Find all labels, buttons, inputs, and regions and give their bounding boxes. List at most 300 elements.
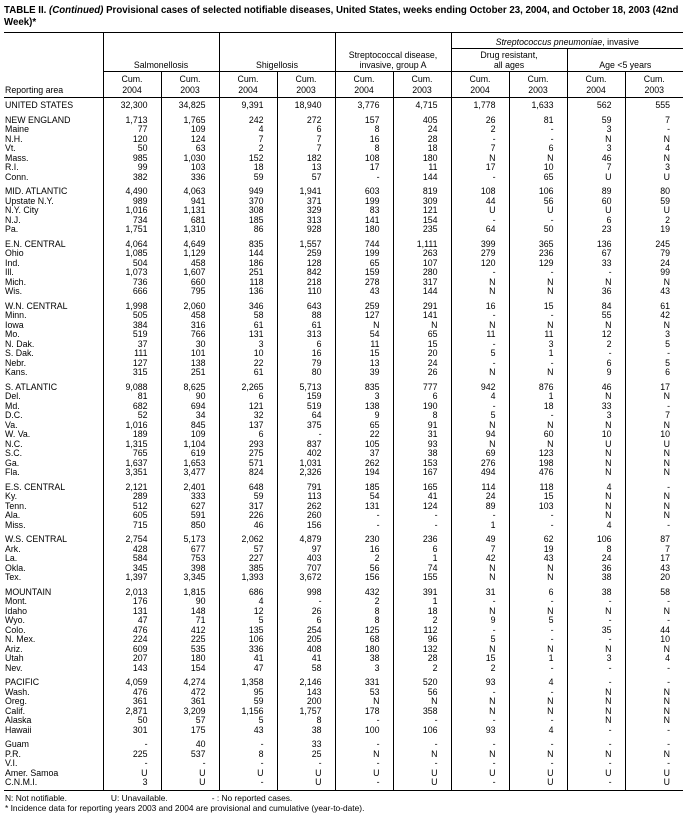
value-cell: 627 xyxy=(161,502,219,512)
value-cell: 125 xyxy=(335,626,393,636)
value-cell: 765 xyxy=(103,449,161,459)
value-cell: N xyxy=(393,697,451,707)
reporting-area-cell: Mo. xyxy=(5,329,20,340)
value-cell: 3 xyxy=(567,144,625,154)
table-row xyxy=(4,583,683,598)
value-cell: N xyxy=(509,321,567,331)
value-cell: 519 xyxy=(103,330,161,340)
table-row xyxy=(4,154,683,164)
value-cell: 93 xyxy=(393,440,451,450)
value-cell: 402 xyxy=(277,449,335,459)
value-cell: 38 xyxy=(567,583,625,598)
value-cell: 4,059 xyxy=(103,673,161,688)
table-row xyxy=(4,769,683,779)
table-body xyxy=(4,98,683,791)
header-row-cum xyxy=(4,71,683,97)
value-cell: - xyxy=(277,597,335,607)
value-cell: 520 xyxy=(393,673,451,688)
value-cell: U xyxy=(567,769,625,779)
reporting-area-cell: Tex. xyxy=(5,572,22,583)
value-cell: 1,557 xyxy=(277,235,335,250)
value-cell: N xyxy=(567,511,625,521)
column-group-salmonellosis: Salmonellosis xyxy=(103,48,219,71)
value-cell: 61 xyxy=(219,321,277,331)
value-cell: - xyxy=(509,216,567,226)
value-cell: N xyxy=(567,750,625,760)
value-cell: 106 xyxy=(509,182,567,197)
table-row xyxy=(4,716,683,726)
table-row xyxy=(4,645,683,655)
reporting-area-cell: Wyo. xyxy=(5,615,25,626)
table-row xyxy=(4,287,683,297)
value-cell: 36 xyxy=(567,564,625,574)
value-cell: 10 xyxy=(219,349,277,359)
value-cell: 8 xyxy=(335,616,393,626)
value-cell: 375 xyxy=(277,421,335,431)
table-row xyxy=(4,664,683,674)
reporting-area-cell: MOUNTAIN xyxy=(5,586,52,597)
value-cell: 36 xyxy=(567,287,625,297)
reporting-area-cell: W.N. CENTRAL xyxy=(5,300,68,311)
value-cell: 33 xyxy=(277,735,335,750)
value-cell: 3 xyxy=(567,411,625,421)
value-cell: 2 xyxy=(219,144,277,154)
reporting-area-cell: S. ATLANTIC xyxy=(5,381,58,392)
value-cell: 3 xyxy=(219,340,277,350)
value-cell: 34,825 xyxy=(161,98,219,111)
value-cell: 44 xyxy=(625,626,683,636)
value-cell: 86 xyxy=(219,225,277,235)
value-cell: 236 xyxy=(509,249,567,259)
value-cell: U xyxy=(509,769,567,779)
value-cell: N xyxy=(567,459,625,469)
value-cell: 5 xyxy=(451,349,509,359)
value-cell: 7 xyxy=(625,111,683,126)
value-cell: 259 xyxy=(335,297,393,312)
value-cell: 1,633 xyxy=(509,98,567,111)
value-cell: 153 xyxy=(393,459,451,469)
value-cell: 1 xyxy=(509,392,567,402)
value-cell: - xyxy=(335,778,393,790)
value-cell: 84 xyxy=(567,297,625,312)
value-cell: - xyxy=(451,597,509,607)
value-cell: 141 xyxy=(393,311,451,321)
value-cell: 135 xyxy=(219,626,277,636)
value-cell: N xyxy=(451,607,509,617)
reporting-area-cell: Ga. xyxy=(5,457,20,468)
value-cell: 1,131 xyxy=(161,206,219,216)
value-cell: 26 xyxy=(277,607,335,617)
value-cell: 1,016 xyxy=(103,421,161,431)
value-cell: 715 xyxy=(103,521,161,531)
value-cell: U xyxy=(277,769,335,779)
value-cell: 49 xyxy=(451,530,509,545)
reporting-area-cell: Pa. xyxy=(5,224,19,235)
reporting-area-cell: Va. xyxy=(5,419,18,430)
value-cell: N xyxy=(393,321,451,331)
value-cell: 68 xyxy=(335,635,393,645)
value-cell: - xyxy=(625,125,683,135)
value-cell: 67 xyxy=(567,249,625,259)
value-cell: 65 xyxy=(509,173,567,183)
cum-2003-header: Cum. 2003 xyxy=(509,71,567,97)
value-cell: 753 xyxy=(161,554,219,564)
value-cell: 20 xyxy=(393,349,451,359)
reporting-area-cell: Amer. Samoa xyxy=(5,767,59,778)
value-cell: N xyxy=(451,573,509,583)
value-cell: 41 xyxy=(219,654,277,664)
value-cell: 10 xyxy=(625,635,683,645)
value-cell: 309 xyxy=(393,197,451,207)
reporting-area-cell: C.N.M.I. xyxy=(4,778,103,790)
value-cell: 167 xyxy=(393,468,451,478)
value-cell: 138 xyxy=(161,359,219,369)
value-cell: 176 xyxy=(103,597,161,607)
value-cell: 315 xyxy=(103,368,161,378)
value-cell: 313 xyxy=(277,330,335,340)
value-cell: 263 xyxy=(393,249,451,259)
value-cell: N xyxy=(335,321,393,331)
header-spacer-salmonellosis xyxy=(103,33,219,49)
value-cell: 5,713 xyxy=(277,378,335,393)
value-cell: 949 xyxy=(219,182,277,197)
value-cell: N xyxy=(625,707,683,717)
value-cell: 4 xyxy=(219,125,277,135)
table-row xyxy=(4,421,683,431)
value-cell: 333 xyxy=(161,492,219,502)
value-cell: 17 xyxy=(625,378,683,393)
value-cell: 194 xyxy=(335,468,393,478)
value-cell: - xyxy=(625,521,683,531)
value-cell: N xyxy=(509,564,567,574)
value-cell: N xyxy=(567,716,625,726)
value-cell: - xyxy=(567,349,625,359)
value-cell: 1,765 xyxy=(161,111,219,126)
value-cell: 74 xyxy=(393,564,451,574)
value-cell: 11 xyxy=(393,163,451,173)
value-cell: 17 xyxy=(625,554,683,564)
value-cell: N xyxy=(567,278,625,288)
value-cell: 7 xyxy=(567,163,625,173)
strep-pneumoniae-group-header xyxy=(451,33,683,49)
value-cell: 371 xyxy=(277,197,335,207)
value-cell: 1,607 xyxy=(161,268,219,278)
table-row xyxy=(4,626,683,636)
value-cell: 1,778 xyxy=(451,98,509,111)
value-cell: 850 xyxy=(161,521,219,531)
value-cell: 4 xyxy=(567,521,625,531)
footnote-incidence-note: * Incidence data for reporting years 2003 and 2004 are provisional and cumulative (year-to-date). xyxy=(5,803,365,814)
value-cell: U xyxy=(625,206,683,216)
value-cell: - xyxy=(509,688,567,698)
value-cell: 666 xyxy=(103,287,161,297)
value-cell: 65 xyxy=(335,421,393,431)
value-cell: 120 xyxy=(103,135,161,145)
value-cell: N xyxy=(509,607,567,617)
value-cell: 3 xyxy=(625,163,683,173)
value-cell: 403 xyxy=(277,554,335,564)
value-cell: 12 xyxy=(567,330,625,340)
value-cell: 4,490 xyxy=(103,182,161,197)
value-cell: 91 xyxy=(393,421,451,431)
reporting-area-cell: S.C. xyxy=(5,448,23,459)
column-group-drug-resistant: Drug resistant, all ages xyxy=(451,48,567,71)
value-cell: 3,345 xyxy=(161,573,219,583)
value-cell: 291 xyxy=(393,297,451,312)
value-cell: 218 xyxy=(277,278,335,288)
value-cell: 120 xyxy=(451,259,509,269)
value-cell: U xyxy=(393,769,451,779)
value-cell: 3 xyxy=(625,330,683,340)
value-cell: 476 xyxy=(509,468,567,478)
value-cell: 7 xyxy=(451,144,509,154)
legend-unavailable: U: Unavailable. xyxy=(110,792,168,803)
value-cell: 686 xyxy=(219,583,277,598)
value-cell: 6 xyxy=(277,340,335,350)
reporting-area-cell: Ohio xyxy=(5,248,24,259)
value-cell: - xyxy=(393,521,451,531)
value-cell: 154 xyxy=(161,664,219,674)
table-row xyxy=(4,545,683,555)
value-cell: 1,941 xyxy=(277,182,335,197)
table-row xyxy=(4,259,683,269)
value-cell: N xyxy=(567,421,625,431)
value-cell: - xyxy=(393,511,451,521)
value-cell: 65 xyxy=(393,330,451,340)
value-cell: 39 xyxy=(335,368,393,378)
value-cell: 103 xyxy=(509,502,567,512)
reporting-area-cell: N.H. xyxy=(5,133,23,144)
value-cell: U xyxy=(625,173,683,183)
value-cell: 60 xyxy=(509,430,567,440)
value-cell: N xyxy=(625,421,683,431)
reporting-area-cell: Oreg. xyxy=(5,696,28,707)
value-cell: 795 xyxy=(161,287,219,297)
value-cell: - xyxy=(219,735,277,750)
value-cell: 262 xyxy=(335,459,393,469)
value-cell: 106 xyxy=(393,726,451,736)
reporting-area-cell: Conn. xyxy=(5,171,29,182)
value-cell: - xyxy=(567,673,625,688)
value-cell: 40 xyxy=(161,735,219,750)
value-cell: 180 xyxy=(161,654,219,664)
value-cell: 79 xyxy=(277,359,335,369)
cum-2004-header: Cum. 2004 xyxy=(451,71,509,97)
value-cell: 131 xyxy=(103,607,161,617)
value-cell: 278 xyxy=(335,278,393,288)
value-cell: 8 xyxy=(277,716,335,726)
table-row xyxy=(4,278,683,288)
value-cell: 77 xyxy=(103,125,161,135)
value-cell: 225 xyxy=(161,635,219,645)
table-row xyxy=(4,368,683,378)
value-cell: 942 xyxy=(451,378,509,393)
value-cell: 143 xyxy=(103,664,161,674)
value-cell: 61 xyxy=(625,297,683,312)
value-cell: 37 xyxy=(335,449,393,459)
value-cell: 609 xyxy=(103,645,161,655)
value-cell: 199 xyxy=(335,249,393,259)
value-cell: 819 xyxy=(393,182,451,197)
cum-2004-header: Cum. 2004 xyxy=(567,71,625,97)
value-cell: 143 xyxy=(277,688,335,698)
value-cell: 512 xyxy=(103,502,161,512)
value-cell: 260 xyxy=(277,511,335,521)
value-cell: 16 xyxy=(335,545,393,555)
reporting-area-cell: Iowa xyxy=(5,319,24,330)
value-cell: N xyxy=(625,492,683,502)
value-cell: 6 xyxy=(509,144,567,154)
value-cell: 106 xyxy=(567,530,625,545)
value-cell: 9 xyxy=(567,368,625,378)
value-cell: 207 xyxy=(103,654,161,664)
value-cell: - xyxy=(393,716,451,726)
value-cell: N xyxy=(451,440,509,450)
value-cell: 124 xyxy=(161,135,219,145)
value-cell: 81 xyxy=(509,111,567,126)
value-cell: 6 xyxy=(393,545,451,555)
reporting-area-cell: Maine xyxy=(5,124,29,135)
reporting-area-cell: Hawaii xyxy=(5,724,32,735)
value-cell: 3 xyxy=(335,664,393,674)
value-cell: - xyxy=(509,716,567,726)
value-cell: 619 xyxy=(161,449,219,459)
value-cell: 94 xyxy=(451,430,509,440)
value-cell: N xyxy=(567,688,625,698)
value-cell: - xyxy=(335,173,393,183)
value-cell: 7 xyxy=(219,135,277,145)
value-cell: 365 xyxy=(509,235,567,250)
cum-2004-header: Cum. 2004 xyxy=(335,71,393,97)
value-cell: 38 xyxy=(277,726,335,736)
value-cell: 2 xyxy=(335,554,393,564)
table-row xyxy=(4,635,683,645)
value-cell: 185 xyxy=(219,216,277,226)
value-cell: 118 xyxy=(219,278,277,288)
value-cell: 33 xyxy=(567,402,625,412)
value-cell: - xyxy=(451,778,509,790)
value-cell: 227 xyxy=(219,554,277,564)
value-cell: 41 xyxy=(393,492,451,502)
value-cell: 584 xyxy=(103,554,161,564)
value-cell: 1 xyxy=(451,521,509,531)
value-cell: N xyxy=(509,573,567,583)
value-cell: 190 xyxy=(393,402,451,412)
value-cell: 6 xyxy=(625,368,683,378)
value-cell: - xyxy=(451,359,509,369)
value-cell: 16 xyxy=(335,135,393,145)
value-cell: 30 xyxy=(161,340,219,350)
value-cell: 6 xyxy=(219,392,277,402)
value-cell: 186 xyxy=(219,259,277,269)
value-cell: 2 xyxy=(451,664,509,674)
value-cell: - xyxy=(451,735,509,750)
value-cell: 432 xyxy=(335,583,393,598)
value-cell: 89 xyxy=(451,502,509,512)
reporting-area-cell: R.I. xyxy=(5,162,19,173)
value-cell: 20 xyxy=(625,573,683,583)
value-cell: 1,031 xyxy=(277,459,335,469)
value-cell: 7 xyxy=(277,135,335,145)
reporting-area-cell: Guam xyxy=(5,739,29,750)
reporting-area-cell: PACIFIC xyxy=(5,677,40,688)
value-cell: 537 xyxy=(161,750,219,760)
value-cell: - xyxy=(161,759,219,769)
value-cell: N xyxy=(567,449,625,459)
value-cell: 101 xyxy=(161,349,219,359)
value-cell: 2 xyxy=(393,664,451,674)
value-cell: 59 xyxy=(625,197,683,207)
value-cell: - xyxy=(277,759,335,769)
value-cell: 504 xyxy=(103,259,161,269)
value-cell: 47 xyxy=(103,616,161,626)
value-cell: 129 xyxy=(509,259,567,269)
value-cell: 4 xyxy=(451,392,509,402)
value-cell: 1,085 xyxy=(103,249,161,259)
value-cell: 46 xyxy=(219,521,277,531)
value-cell: 12 xyxy=(219,607,277,617)
value-cell: - xyxy=(335,759,393,769)
reporting-area-cell: MID. ATLANTIC xyxy=(5,186,68,197)
value-cell: N xyxy=(567,135,625,145)
value-cell: 2 xyxy=(567,340,625,350)
value-cell: 2,062 xyxy=(219,530,277,545)
value-cell: 4 xyxy=(567,478,625,493)
value-cell: - xyxy=(277,430,335,440)
value-cell: 24 xyxy=(393,359,451,369)
value-cell: 111 xyxy=(103,349,161,359)
value-cell: 54 xyxy=(335,492,393,502)
value-cell: 60 xyxy=(567,197,625,207)
value-cell: 141 xyxy=(335,216,393,226)
value-cell: 155 xyxy=(393,573,451,583)
value-cell: N xyxy=(625,750,683,760)
value-cell: 136 xyxy=(567,235,625,250)
value-cell: U xyxy=(625,778,683,790)
reporting-area-cell: Kans. xyxy=(5,367,28,378)
table-row xyxy=(4,98,683,111)
value-cell: 2,121 xyxy=(103,478,161,493)
reporting-area-cell: Fla. xyxy=(5,467,20,478)
value-cell: - xyxy=(567,597,625,607)
value-cell: 235 xyxy=(393,225,451,235)
table-row xyxy=(4,206,683,216)
header-row-groups xyxy=(4,48,683,71)
value-cell: 38 xyxy=(567,573,625,583)
value-cell: 15 xyxy=(509,492,567,502)
value-cell: - xyxy=(509,635,567,645)
value-cell: 58 xyxy=(219,311,277,321)
value-cell: 44 xyxy=(451,197,509,207)
value-cell: - xyxy=(335,521,393,531)
value-cell: 144 xyxy=(219,249,277,259)
table-row xyxy=(4,440,683,450)
value-cell: - xyxy=(509,359,567,369)
value-cell: 345 xyxy=(103,564,161,574)
value-cell: 7 xyxy=(625,545,683,555)
reporting-area-cell: Utah xyxy=(5,653,24,664)
value-cell: 189 xyxy=(103,430,161,440)
value-cell: N xyxy=(451,421,509,431)
value-cell: N xyxy=(451,321,509,331)
value-cell: 56 xyxy=(393,688,451,698)
value-cell: 458 xyxy=(161,311,219,321)
value-cell: 100 xyxy=(335,726,393,736)
value-cell: 124 xyxy=(393,502,451,512)
value-cell: 8 xyxy=(219,750,277,760)
table-row xyxy=(4,654,683,664)
value-cell: 3,209 xyxy=(161,707,219,717)
